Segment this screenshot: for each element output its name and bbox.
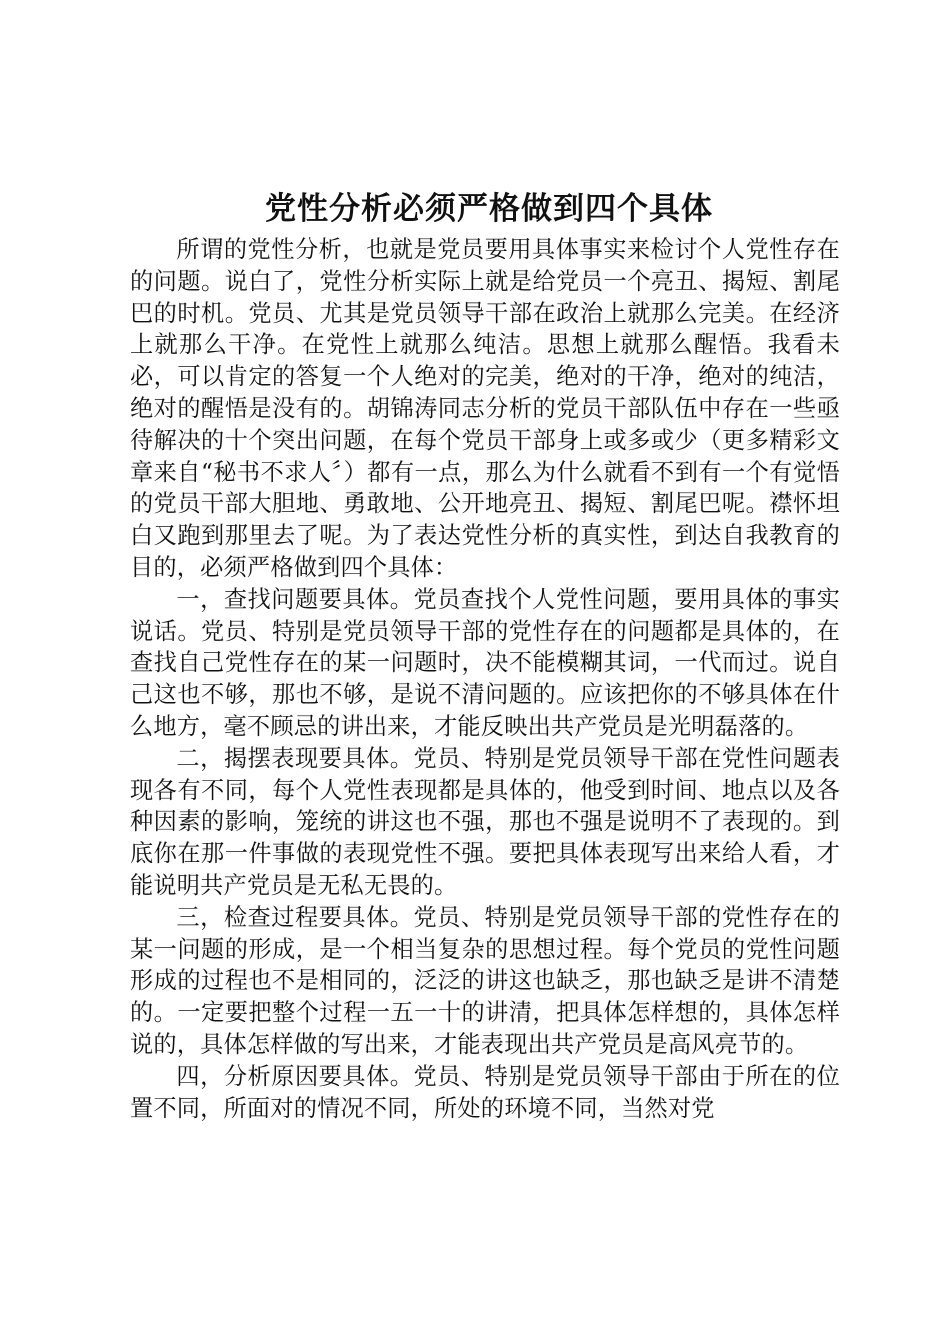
paragraph-point-1: 一，查找问题要具体。党员查找个人党性问题，要用具体的事实说话。党员、特别是党员领导干部的党性存在的问题都是具体的，在查找自己党性存在的某一问题时，决不能模糊其词，一代而过。说自己这也不够，那也不够，是说不清问题的。应该把你的不够具体在什么地方，毫不顾忌的讲出来，才能反映出共产党员是光明磊落的。 [130, 585, 840, 740]
paragraph-intro: 所谓的党性分析，也就是党员要用具体事实来检讨个人党性存在的问题。说白了，党性分析实际上就是给党员一个亮丑、揭短、割尾巴的时机。党员、尤其是党员领导干部在政治上就那么完美。在经济上就那么干净。在党性上就那么纯洁。思想上就那么醒悟。我看未必，可以肯定的答复一个人绝对的完美，绝对的干净，绝对的纯洁，绝对的醒悟是没有的。胡锦涛同志分析的党员干部队伍中存在一些亟待解决的十个突出问题，在每个党员干部身上或多或少（更多精彩文章来自“秘书不求人〞）都有一点，那么为什么就看不到有一个有觉悟的党员干部大胆地、勇敢地、公开地亮丑、揭短、割尾巴呢。襟怀坦白又跑到那里去了呢。为了表达党性分析的真实性，到达自我教育的目的，必须严格做到四个具体： [130, 236, 840, 581]
document-page [130, 186, 840, 1124]
paragraph-point-3: 三，检查过程要具体。党员、特别是党员领导干部的党性存在的某一问题的形成，是一个相当复杂的思想过程。每个党员的党性问题形成的过程也不是相同的，泛泛的讲这也缺乏，那也缺乏是讲不清楚的。一定要把整个过程一五一十的讲清，把具体怎样想的，具体怎样说的，具体怎样做的写出来，才能表现出共产党员是高风亮节的。 [130, 903, 840, 1058]
paragraph-point-4: 四，分析原因要具体。党员、特别是党员领导干部由于所在的位置不同，所面对的情况不同，所处的环境不同，当然对党 [130, 1062, 840, 1122]
paragraph-point-2: 二，揭摆表现要具体。党员、特别是党员领导干部在党性问题表现各有不同，每个人党性表现都是具体的，他受到时间、地点以及各种因素的影响，笼统的讲这也不强，那也不强是说明不了表现的。到底你在那一件事做的表现党性不强。要把具体表现写出来给人看，才能说明共产党员是无私无畏的。 [130, 744, 840, 899]
document-title: 党性分析必须严格做到四个具体 [265, 191, 713, 227]
